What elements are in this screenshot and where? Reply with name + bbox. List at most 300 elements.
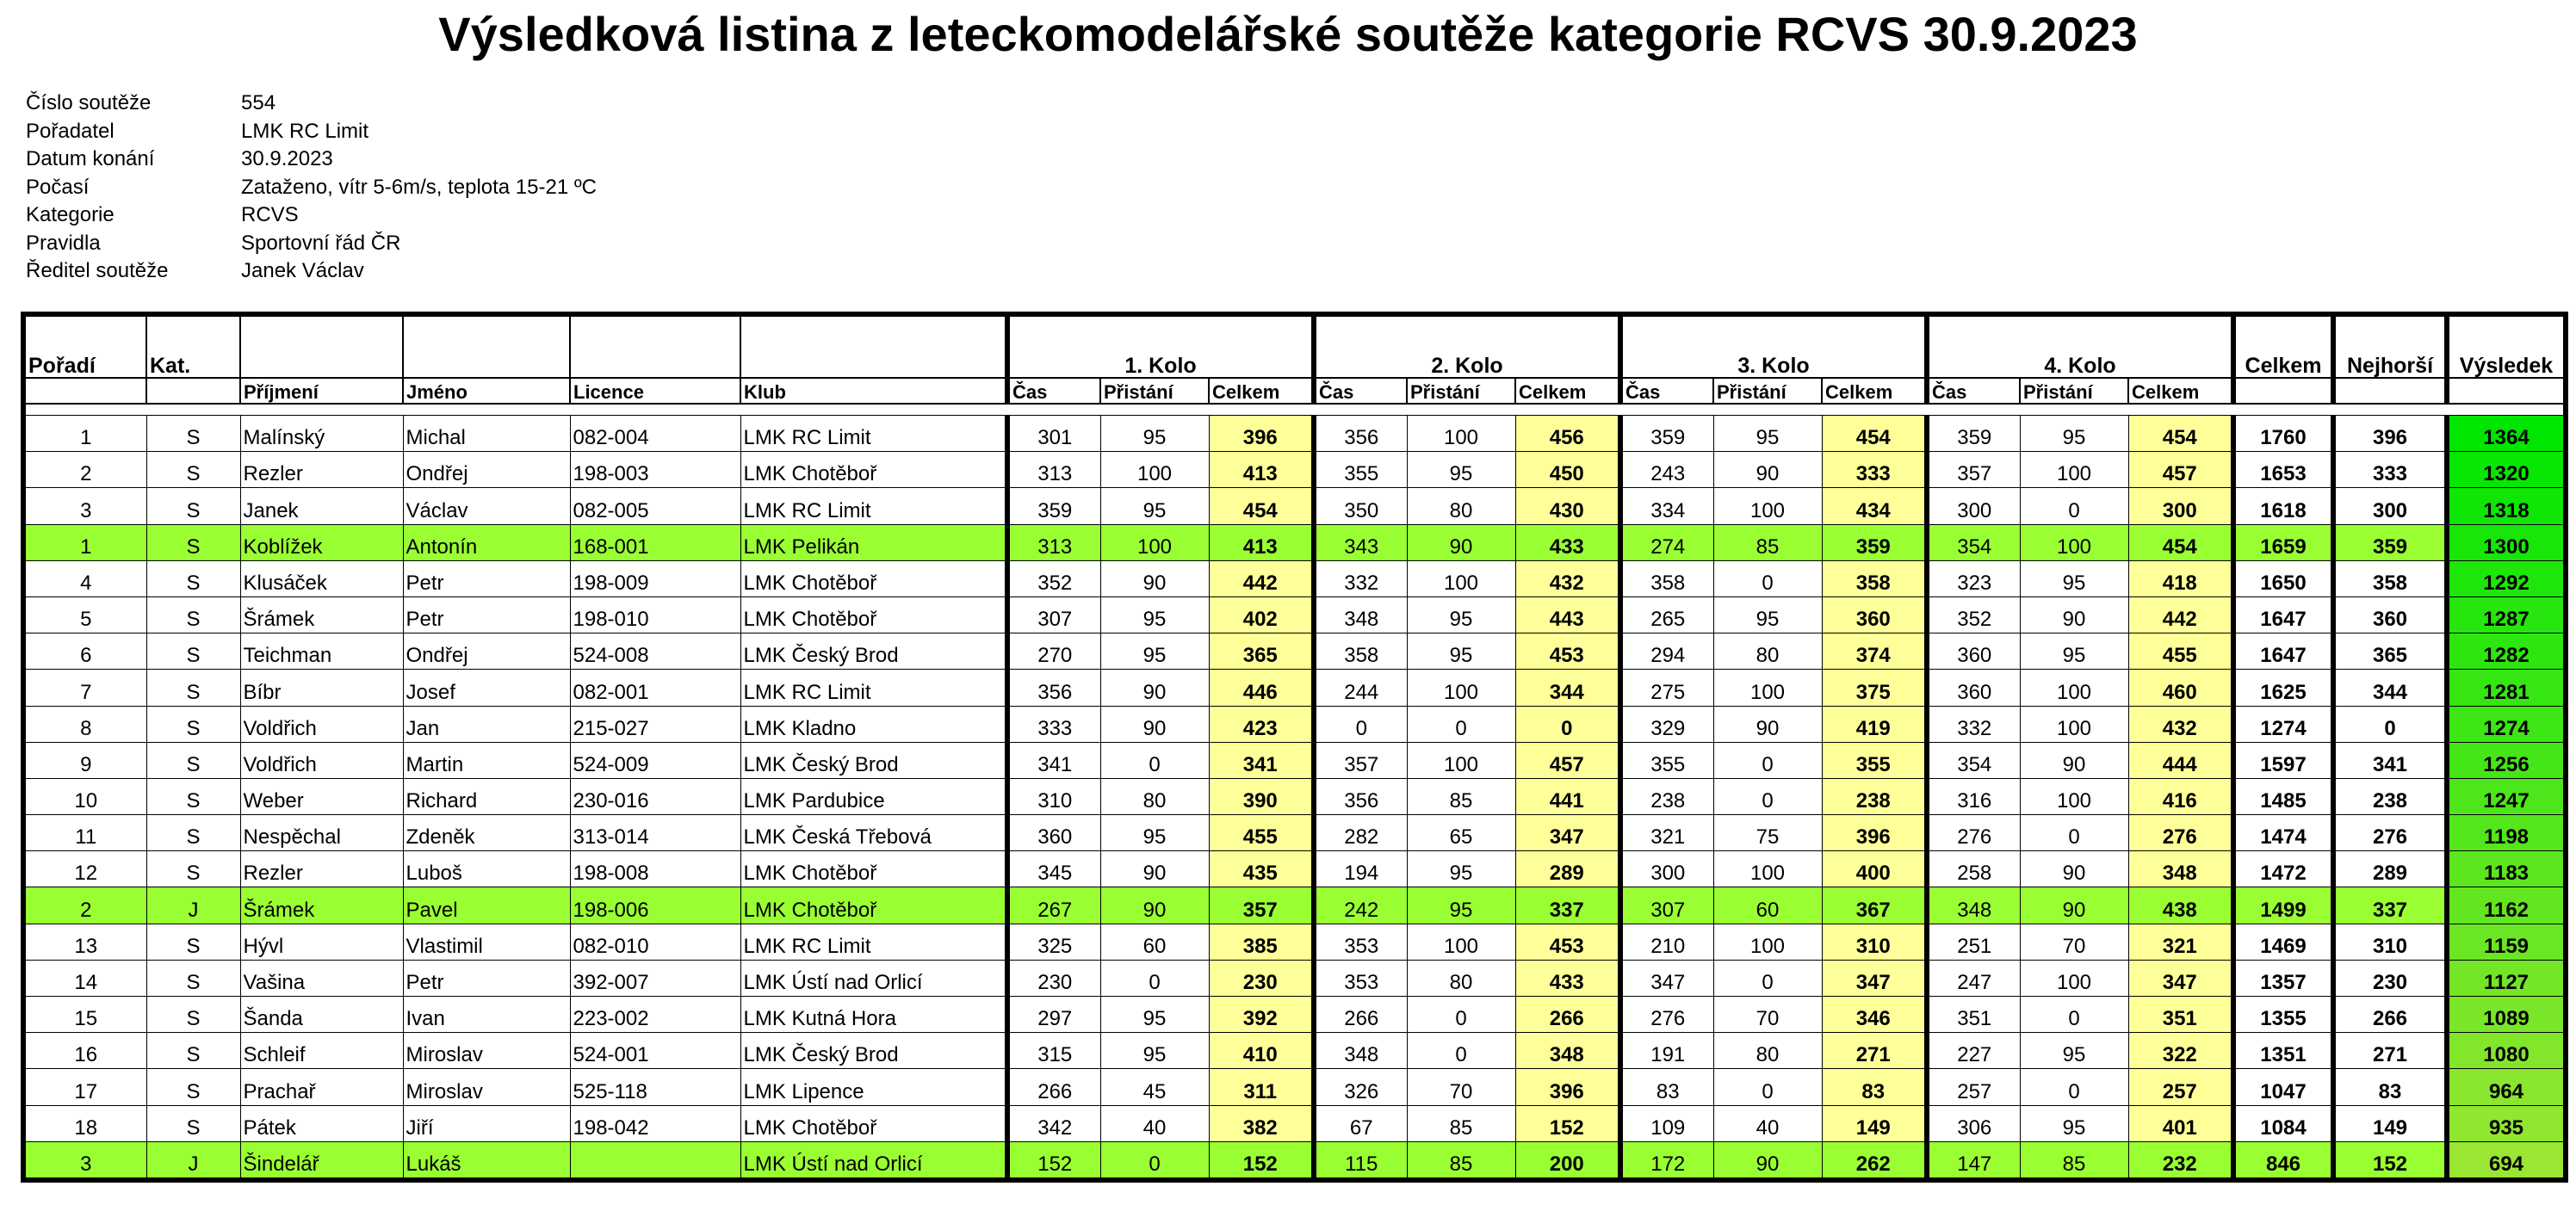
cell-round-2-total: 266 (1515, 997, 1620, 1033)
cell-round-3-time: 275 (1620, 670, 1713, 706)
header-r3-landing: Přistání (1713, 378, 1822, 404)
cell-round-3-time: 243 (1620, 452, 1713, 488)
cell-rank: 15 (23, 997, 146, 1033)
cell-round-4-time: 352 (1927, 596, 2020, 633)
cell-round-3-time: 359 (1620, 416, 1713, 452)
cell-round-1-landing: 45 (1100, 1069, 1209, 1105)
cell-result: 1281 (2447, 670, 2566, 706)
cell-total: 1474 (2233, 815, 2333, 851)
cell-round-2-time: 358 (1314, 633, 1407, 670)
cell-round-2-total: 152 (1515, 1105, 1620, 1141)
cell-round-3-landing: 0 (1713, 560, 1822, 596)
cell-round-2-landing: 70 (1407, 1069, 1515, 1105)
cell-result: 1256 (2447, 742, 2566, 778)
cell-round-1-total: 410 (1209, 1033, 1314, 1069)
cell-round-4-landing: 90 (2020, 887, 2128, 924)
cell-round-4-total: 232 (2128, 1141, 2233, 1180)
cell-round-3-time: 265 (1620, 596, 1713, 633)
result-row (23, 670, 2566, 706)
cell-surname: Prachař (240, 1069, 403, 1105)
cell-total: 1760 (2233, 416, 2333, 452)
cell-worst: 341 (2333, 742, 2447, 778)
cell-round-4-landing: 95 (2020, 416, 2128, 452)
cell-round-4-landing: 0 (2020, 1069, 2128, 1105)
cell-round-2-time: 266 (1314, 997, 1407, 1033)
cell-name: Richard (403, 778, 570, 814)
cell-round-4-time: 354 (1927, 742, 2020, 778)
cell-round-2-time: 348 (1314, 596, 1407, 633)
cell-round-2-total: 344 (1515, 670, 1620, 706)
cell-round-3-total: 83 (1822, 1069, 1927, 1105)
cell-licence: 230-016 (570, 778, 740, 814)
cell-round-3-landing: 0 (1713, 960, 1822, 996)
cell-round-3-time: 355 (1620, 742, 1713, 778)
cell-total: 1647 (2233, 633, 2333, 670)
cell-round-3-total: 360 (1822, 596, 1927, 633)
cell-worst: 230 (2333, 960, 2447, 996)
header-r4-landing: Přistání (2020, 378, 2128, 404)
cell-result: 1292 (2447, 560, 2566, 596)
cell-rank: 13 (23, 924, 146, 960)
result-row (23, 596, 2566, 633)
cell-round-3-landing: 70 (1713, 997, 1822, 1033)
cell-rank: 16 (23, 1033, 146, 1069)
cell-round-2-landing: 100 (1407, 924, 1515, 960)
cell-round-4-landing: 85 (2020, 1141, 2128, 1180)
header-r2-time: Čas (1314, 378, 1407, 404)
cell-round-2-landing: 100 (1407, 742, 1515, 778)
cell-worst: 0 (2333, 706, 2447, 742)
cell-result: 1089 (2447, 997, 2566, 1033)
cell-round-4-total: 416 (2128, 778, 2233, 814)
cell-round-1-total: 454 (1209, 488, 1314, 524)
cell-round-2-landing: 100 (1407, 416, 1515, 452)
cell-round-1-landing: 95 (1100, 1033, 1209, 1069)
cell-licence: 524-008 (570, 633, 740, 670)
cell-club: LMK Chotěboř (740, 596, 1007, 633)
cell-round-2-time: 348 (1314, 1033, 1407, 1069)
cell-round-4-time: 332 (1927, 706, 2020, 742)
cell-licence: 215-027 (570, 706, 740, 742)
cell-round-1-landing: 95 (1100, 997, 1209, 1033)
cell-surname: Hývl (240, 924, 403, 960)
cell-round-2-time: 356 (1314, 416, 1407, 452)
cell-licence: 524-009 (570, 742, 740, 778)
cell-total: 846 (2233, 1141, 2333, 1180)
cell-round-3-time: 238 (1620, 778, 1713, 814)
cell-club: LMK Lipence (740, 1069, 1007, 1105)
header-round-1: 1. Kolo (1007, 314, 1314, 378)
cell-round-1-time: 297 (1007, 997, 1100, 1033)
cell-round-4-total: 457 (2128, 452, 2233, 488)
cell-rank: 8 (23, 706, 146, 742)
cell-category: J (146, 887, 240, 924)
cell-round-1-landing: 80 (1100, 778, 1209, 814)
cell-round-2-time: 350 (1314, 488, 1407, 524)
header-category: Kat. (146, 314, 240, 378)
cell-round-3-time: 276 (1620, 997, 1713, 1033)
cell-round-1-time: 352 (1007, 560, 1100, 596)
cell-round-3-time: 307 (1620, 887, 1713, 924)
cell-round-1-time: 301 (1007, 416, 1100, 452)
header-r1-total: Celkem (1209, 378, 1314, 404)
cell-surname: Malínský (240, 416, 403, 452)
cell-round-4-time: 300 (1927, 488, 2020, 524)
cell-round-2-landing: 85 (1407, 778, 1515, 814)
cell-round-3-total: 367 (1822, 887, 1927, 924)
cell-round-3-landing: 80 (1713, 633, 1822, 670)
cell-round-2-total: 456 (1515, 416, 1620, 452)
cell-round-4-time: 227 (1927, 1033, 2020, 1069)
cell-worst: 83 (2333, 1069, 2447, 1105)
header-worst: Nejhorší (2333, 314, 2447, 378)
cell-round-4-time: 306 (1927, 1105, 2020, 1141)
cell-round-3-landing: 100 (1713, 488, 1822, 524)
cell-round-4-time: 257 (1927, 1069, 2020, 1105)
cell-round-2-total: 443 (1515, 596, 1620, 633)
cell-name: Jan (403, 706, 570, 742)
cell-round-4-time: 251 (1927, 924, 2020, 960)
cell-round-2-total: 457 (1515, 742, 1620, 778)
cell-round-4-landing: 90 (2020, 596, 2128, 633)
info-label: Ředitel soutěže (26, 259, 169, 282)
cell-total: 1618 (2233, 488, 2333, 524)
cell-club: LMK Chotěboř (740, 851, 1007, 887)
cell-round-4-landing: 100 (2020, 524, 2128, 560)
cell-round-2-time: 67 (1314, 1105, 1407, 1141)
cell-round-2-total: 396 (1515, 1069, 1620, 1105)
cell-round-1-time: 307 (1007, 596, 1100, 633)
cell-club: LMK Chotěboř (740, 560, 1007, 596)
cell-round-2-time: 0 (1314, 706, 1407, 742)
cell-round-4-total: 322 (2128, 1033, 2233, 1069)
cell-rank: 12 (23, 851, 146, 887)
cell-round-2-landing: 95 (1407, 452, 1515, 488)
cell-round-2-total: 200 (1515, 1141, 1620, 1180)
cell-round-4-landing: 100 (2020, 670, 2128, 706)
cell-worst: 271 (2333, 1033, 2447, 1069)
cell-round-4-total: 444 (2128, 742, 2233, 778)
result-row (23, 778, 2566, 814)
cell-round-2-total: 453 (1515, 633, 1620, 670)
cell-result: 1162 (2447, 887, 2566, 924)
cell-round-3-landing: 90 (1713, 706, 1822, 742)
cell-worst: 289 (2333, 851, 2447, 887)
header-total: Celkem (2233, 314, 2333, 378)
cell-round-3-time: 83 (1620, 1069, 1713, 1105)
cell-licence: 168-001 (570, 524, 740, 560)
cell-round-3-landing: 95 (1713, 416, 1822, 452)
cell-rank: 10 (23, 778, 146, 814)
cell-round-4-total: 257 (2128, 1069, 2233, 1105)
cell-round-2-landing: 80 (1407, 960, 1515, 996)
cell-round-1-total: 365 (1209, 633, 1314, 670)
cell-round-1-landing: 95 (1100, 633, 1209, 670)
cell-round-2-time: 282 (1314, 815, 1407, 851)
header-rank: Pořadí (23, 314, 146, 378)
cell-licence: 082-010 (570, 924, 740, 960)
cell-licence: 198-006 (570, 887, 740, 924)
cell-round-3-total: 238 (1822, 778, 1927, 814)
cell-category: S (146, 596, 240, 633)
cell-round-3-time: 294 (1620, 633, 1713, 670)
cell-round-3-time: 300 (1620, 851, 1713, 887)
cell-result: 1080 (2447, 1033, 2566, 1069)
result-row (23, 1105, 2566, 1141)
cell-round-2-landing: 0 (1407, 1033, 1515, 1069)
cell-name: Ondřej (403, 452, 570, 488)
cell-name: Josef (403, 670, 570, 706)
cell-licence: 198-003 (570, 452, 740, 488)
cell-round-3-time: 172 (1620, 1141, 1713, 1180)
cell-result: 1300 (2447, 524, 2566, 560)
cell-name: Miroslav (403, 1033, 570, 1069)
cell-round-1-landing: 95 (1100, 488, 1209, 524)
cell-category: J (146, 1141, 240, 1180)
cell-surname: Rezler (240, 452, 403, 488)
cell-rank: 4 (23, 560, 146, 596)
info-label: Pravidla (26, 231, 101, 255)
page-title: Výsledková listina z leteckomodelářské soutěže kategorie RCVS 30.9.2023 (438, 7, 2138, 61)
cell-total: 1469 (2233, 924, 2333, 960)
header-r4-time: Čas (1927, 378, 2020, 404)
cell-round-2-total: 450 (1515, 452, 1620, 488)
cell-round-3-total: 262 (1822, 1141, 1927, 1180)
cell-round-1-total: 413 (1209, 524, 1314, 560)
info-value: LMK RC Limit (241, 119, 369, 143)
cell-round-1-time: 152 (1007, 1141, 1100, 1180)
cell-round-1-landing: 100 (1100, 524, 1209, 560)
cell-round-4-time: 323 (1927, 560, 2020, 596)
header-r3-time: Čas (1620, 378, 1713, 404)
cell-round-2-total: 433 (1515, 524, 1620, 560)
info-value: Zataženo, vítr 5-6m/s, teplota 15-21 ºC (241, 175, 597, 199)
cell-category: S (146, 851, 240, 887)
result-row (23, 1141, 2566, 1180)
cell-round-2-time: 353 (1314, 924, 1407, 960)
cell-total: 1047 (2233, 1069, 2333, 1105)
result-row (23, 452, 2566, 488)
cell-round-2-total: 441 (1515, 778, 1620, 814)
cell-rank: 2 (23, 887, 146, 924)
cell-round-4-time: 357 (1927, 452, 2020, 488)
cell-round-3-total: 434 (1822, 488, 1927, 524)
cell-round-1-time: 270 (1007, 633, 1100, 670)
cell-category: S (146, 416, 240, 452)
cell-club: LMK Chotěboř (740, 452, 1007, 488)
cell-club: LMK RC Limit (740, 488, 1007, 524)
cell-round-4-time: 351 (1927, 997, 2020, 1033)
cell-round-3-total: 454 (1822, 416, 1927, 452)
cell-round-3-total: 374 (1822, 633, 1927, 670)
cell-round-2-landing: 65 (1407, 815, 1515, 851)
result-row (23, 706, 2566, 742)
cell-round-1-time: 267 (1007, 887, 1100, 924)
result-row (23, 960, 2566, 996)
cell-round-1-total: 230 (1209, 960, 1314, 996)
cell-round-4-total: 401 (2128, 1105, 2233, 1141)
cell-surname: Šanda (240, 997, 403, 1033)
cell-round-4-time: 360 (1927, 633, 2020, 670)
cell-name: Martin (403, 742, 570, 778)
cell-round-2-total: 348 (1515, 1033, 1620, 1069)
header-r1-landing: Přistání (1100, 378, 1209, 404)
cell-result: 964 (2447, 1069, 2566, 1105)
cell-category: S (146, 670, 240, 706)
cell-result: 1318 (2447, 488, 2566, 524)
cell-round-2-landing: 85 (1407, 1141, 1515, 1180)
cell-round-1-total: 311 (1209, 1069, 1314, 1105)
cell-surname: Voldřich (240, 706, 403, 742)
cell-round-1-time: 333 (1007, 706, 1100, 742)
cell-round-1-total: 402 (1209, 596, 1314, 633)
cell-category: S (146, 452, 240, 488)
cell-round-4-time: 360 (1927, 670, 2020, 706)
cell-rank: 17 (23, 1069, 146, 1105)
cell-licence: 082-001 (570, 670, 740, 706)
result-row (23, 1069, 2566, 1105)
results-table (21, 312, 2568, 1183)
info-label: Číslo soutěže (26, 91, 152, 114)
cell-round-4-total: 454 (2128, 416, 2233, 452)
cell-round-2-time: 343 (1314, 524, 1407, 560)
cell-licence: 313-014 (570, 815, 740, 851)
info-value: RCVS (241, 203, 299, 226)
info-value: Janek Václav (241, 259, 364, 282)
header-round-3: 3. Kolo (1620, 314, 1927, 378)
cell-round-4-total: 438 (2128, 887, 2233, 924)
cell-round-4-landing: 95 (2020, 1033, 2128, 1069)
cell-result: 694 (2447, 1141, 2566, 1180)
cell-round-1-time: 345 (1007, 851, 1100, 887)
cell-round-3-total: 359 (1822, 524, 1927, 560)
cell-round-1-time: 356 (1007, 670, 1100, 706)
cell-name: Václav (403, 488, 570, 524)
cell-surname: Nespěchal (240, 815, 403, 851)
cell-name: Miroslav (403, 1069, 570, 1105)
cell-round-1-total: 390 (1209, 778, 1314, 814)
cell-round-3-landing: 90 (1713, 1141, 1822, 1180)
cell-round-3-total: 375 (1822, 670, 1927, 706)
result-row (23, 924, 2566, 960)
cell-result: 935 (2447, 1105, 2566, 1141)
cell-round-4-landing: 90 (2020, 742, 2128, 778)
cell-club: LMK Český Brod (740, 742, 1007, 778)
cell-total: 1597 (2233, 742, 2333, 778)
cell-surname: Voldřich (240, 742, 403, 778)
cell-round-1-time: 230 (1007, 960, 1100, 996)
cell-round-1-time: 310 (1007, 778, 1100, 814)
cell-rank: 9 (23, 742, 146, 778)
cell-worst: 276 (2333, 815, 2447, 851)
cell-round-2-landing: 95 (1407, 851, 1515, 887)
cell-total: 1647 (2233, 596, 2333, 633)
cell-surname: Šrámek (240, 887, 403, 924)
cell-worst: 365 (2333, 633, 2447, 670)
cell-round-4-total: 455 (2128, 633, 2233, 670)
cell-round-1-landing: 100 (1100, 452, 1209, 488)
cell-round-4-landing: 100 (2020, 452, 2128, 488)
cell-round-2-time: 356 (1314, 778, 1407, 814)
cell-round-3-time: 210 (1620, 924, 1713, 960)
cell-round-3-total: 419 (1822, 706, 1927, 742)
cell-category: S (146, 742, 240, 778)
cell-worst: 333 (2333, 452, 2447, 488)
header-round-2: 2. Kolo (1314, 314, 1620, 378)
cell-round-1-total: 455 (1209, 815, 1314, 851)
header-club: Klub (740, 378, 1007, 404)
info-value: 554 (241, 91, 276, 114)
cell-round-4-landing: 70 (2020, 924, 2128, 960)
cell-round-4-landing: 95 (2020, 560, 2128, 596)
cell-surname: Teichman (240, 633, 403, 670)
cell-category: S (146, 524, 240, 560)
cell-total: 1485 (2233, 778, 2333, 814)
cell-licence: 198-010 (570, 596, 740, 633)
header-r2-landing: Přistání (1407, 378, 1515, 404)
cell-round-4-total: 300 (2128, 488, 2233, 524)
header-name: Jméno (403, 378, 570, 404)
cell-round-2-time: 115 (1314, 1141, 1407, 1180)
cell-rank: 5 (23, 596, 146, 633)
info-value: 30.9.2023 (241, 147, 333, 170)
cell-round-4-time: 247 (1927, 960, 2020, 996)
cell-round-3-time: 358 (1620, 560, 1713, 596)
cell-round-2-landing: 95 (1407, 887, 1515, 924)
header-r1-time: Čas (1007, 378, 1100, 404)
cell-worst: 337 (2333, 887, 2447, 924)
cell-category: S (146, 560, 240, 596)
cell-round-3-time: 274 (1620, 524, 1713, 560)
cell-round-3-landing: 100 (1713, 851, 1822, 887)
cell-round-3-time: 347 (1620, 960, 1713, 996)
cell-worst: 396 (2333, 416, 2447, 452)
cell-name: Pavel (403, 887, 570, 924)
cell-round-1-landing: 0 (1100, 1141, 1209, 1180)
cell-category: S (146, 706, 240, 742)
result-row (23, 488, 2566, 524)
cell-category: S (146, 633, 240, 670)
header-result: Výsledek (2447, 314, 2566, 378)
cell-round-4-time: 316 (1927, 778, 2020, 814)
cell-round-4-landing: 95 (2020, 633, 2128, 670)
cell-round-3-total: 400 (1822, 851, 1927, 887)
cell-total: 1625 (2233, 670, 2333, 706)
cell-round-3-total: 333 (1822, 452, 1927, 488)
cell-round-3-total: 346 (1822, 997, 1927, 1033)
cell-round-3-time: 321 (1620, 815, 1713, 851)
cell-round-4-landing: 100 (2020, 778, 2128, 814)
cell-club: LMK Kutná Hora (740, 997, 1007, 1033)
cell-round-4-time: 354 (1927, 524, 2020, 560)
cell-rank: 1 (23, 416, 146, 452)
cell-round-4-landing: 0 (2020, 488, 2128, 524)
info-label: Pořadatel (26, 119, 115, 143)
cell-rank: 2 (23, 452, 146, 488)
cell-round-4-landing: 100 (2020, 960, 2128, 996)
result-row (23, 997, 2566, 1033)
cell-name: Petr (403, 560, 570, 596)
cell-category: S (146, 997, 240, 1033)
cell-round-2-total: 0 (1515, 706, 1620, 742)
cell-round-2-landing: 0 (1407, 997, 1515, 1033)
cell-round-1-time: 313 (1007, 524, 1100, 560)
cell-name: Ondřej (403, 633, 570, 670)
cell-round-3-time: 334 (1620, 488, 1713, 524)
cell-total: 1357 (2233, 960, 2333, 996)
cell-licence: 524-001 (570, 1033, 740, 1069)
cell-round-2-time: 355 (1314, 452, 1407, 488)
